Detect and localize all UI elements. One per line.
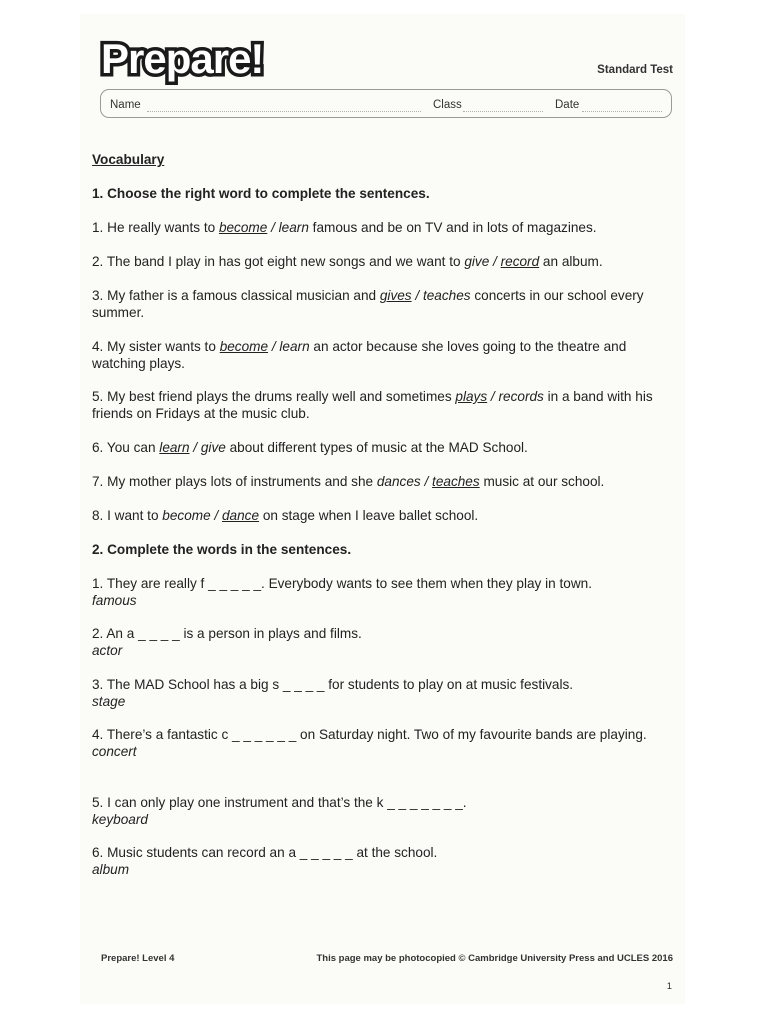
option-separator: / — [268, 339, 280, 354]
exercise2-item — [92, 625, 677, 659]
option-2[interactable]: dance — [222, 508, 260, 523]
test-type-label: Standard Test — [597, 64, 673, 76]
sentence-start: My best friend plays the drums really well and sometimes — [103, 389, 456, 404]
option-1[interactable]: give — [464, 254, 490, 269]
exercise1-title: 1. Choose the right word to complete the sentences. — [92, 186, 430, 201]
exercise1-item — [92, 338, 677, 372]
exercise1-item — [92, 253, 677, 270]
exercise1-item — [92, 507, 677, 524]
exercise1-item — [92, 287, 677, 321]
sentence-start: You can — [103, 440, 160, 455]
item-number: 5. — [92, 389, 104, 404]
student-info-box — [100, 89, 672, 118]
exercise1-item — [92, 439, 677, 456]
footer-level: Prepare! Level 4 — [101, 953, 175, 964]
gap-sentence: 1. They are really f _ _ _ _ _. Everybody wants to see them when they play in town. — [92, 576, 592, 591]
option-separator: / — [267, 220, 279, 235]
exercise2-item — [92, 575, 677, 609]
option-2[interactable]: records — [498, 389, 544, 404]
option-separator: / — [210, 508, 222, 523]
option-separator: / — [411, 288, 423, 303]
footer-copyright: This page may be photocopied © Cambridge University Press and UCLES 2016 — [316, 953, 673, 964]
name-field[interactable] — [147, 111, 421, 112]
name-label: Name — [110, 99, 141, 111]
sentence-start: My sister wants to — [103, 339, 220, 354]
sentence-start: I want to — [103, 508, 163, 523]
exercise2-item — [92, 794, 677, 828]
exercise1-item — [92, 473, 677, 490]
option-separator: / — [189, 440, 201, 455]
sentence-end: in a band with his friends on Fridays at the music club. — [92, 389, 653, 421]
class-field[interactable] — [463, 111, 543, 112]
sentence-end: music at our school. — [479, 474, 605, 489]
answer-word[interactable]: keyboard — [92, 812, 148, 827]
exercise1-item — [92, 219, 677, 236]
option-1[interactable]: become — [219, 339, 269, 354]
sentence-start: He really wants to — [103, 220, 219, 235]
item-number: 1. — [92, 220, 104, 235]
option-separator: / — [487, 389, 499, 404]
logo-text: Prepare! — [101, 35, 264, 82]
gap-sentence: 6. Music students can record an a _ _ _ _ _ at the school. — [92, 845, 438, 860]
exercise2-item — [92, 844, 677, 878]
answer-word[interactable]: album — [92, 862, 130, 877]
item-number: 8. — [92, 508, 104, 523]
exercise2-title: 2. Complete the words in the sentences. — [92, 542, 352, 557]
option-1[interactable]: gives — [379, 288, 412, 303]
option-1[interactable]: become — [162, 508, 211, 523]
page-number: 1 — [666, 981, 672, 992]
sentence-end: concerts in our school every summer. — [92, 288, 644, 320]
date-label: Date — [555, 99, 580, 111]
answer-word[interactable]: stage — [92, 694, 126, 709]
option-2[interactable]: teaches — [432, 474, 480, 489]
item-number: 7. — [92, 474, 104, 489]
option-2[interactable]: teaches — [422, 288, 471, 303]
option-separator: / — [489, 254, 501, 269]
option-2[interactable]: record — [500, 254, 540, 269]
exercise2-item — [92, 726, 677, 760]
option-separator: / — [420, 474, 433, 489]
gap-sentence: 5. I can only play one instrument and that’s the k _ _ _ _ _ _ _. — [92, 795, 467, 810]
sentence-end: an album. — [539, 254, 603, 269]
option-2[interactable]: give — [200, 440, 226, 455]
exercise2-item — [92, 676, 677, 710]
sentence-end: on stage when I leave ballet school. — [259, 508, 479, 523]
gap-sentence: 4. There’s a fantastic c _ _ _ _ _ _ on Saturday night. Two of my favourite bands are playing. — [92, 727, 647, 742]
sentence-end: famous and be on TV and in lots of magazines. — [308, 220, 597, 235]
date-field[interactable] — [582, 111, 662, 112]
option-1[interactable]: dances — [376, 474, 421, 489]
sentence-start: The band I play in has got eight new songs and we want to — [103, 254, 465, 269]
answer-word[interactable]: actor — [92, 643, 123, 658]
prepare-logo — [101, 36, 263, 92]
item-number: 4. — [92, 339, 104, 354]
class-label: Class — [433, 99, 462, 111]
option-1[interactable]: become — [218, 220, 268, 235]
option-1[interactable]: plays — [455, 389, 488, 404]
option-1[interactable]: learn — [159, 440, 190, 455]
answer-word[interactable]: concert — [92, 744, 137, 759]
item-number: 6. — [92, 440, 104, 455]
option-2[interactable]: learn — [279, 339, 310, 354]
sentence-end: an actor because she loves going to the theatre and watching plays. — [92, 339, 627, 371]
sentence-end: about different types of music at the MAD School. — [225, 440, 528, 455]
gap-sentence: 2. An a _ _ _ _ is a person in plays and films. — [92, 626, 362, 641]
option-2[interactable]: learn — [278, 220, 309, 235]
sentence-start: My mother plays lots of instruments and she — [103, 474, 377, 489]
sentence-start: My father is a famous classical musician and — [103, 288, 380, 303]
item-number: 2. — [92, 254, 104, 269]
answer-word[interactable]: famous — [92, 593, 137, 608]
item-number: 3. — [92, 288, 104, 303]
exercise1-item — [92, 388, 677, 422]
section-title: Vocabulary — [92, 152, 165, 167]
gap-sentence: 3. The MAD School has a big s _ _ _ _ for students to play on at music festivals. — [92, 677, 574, 692]
